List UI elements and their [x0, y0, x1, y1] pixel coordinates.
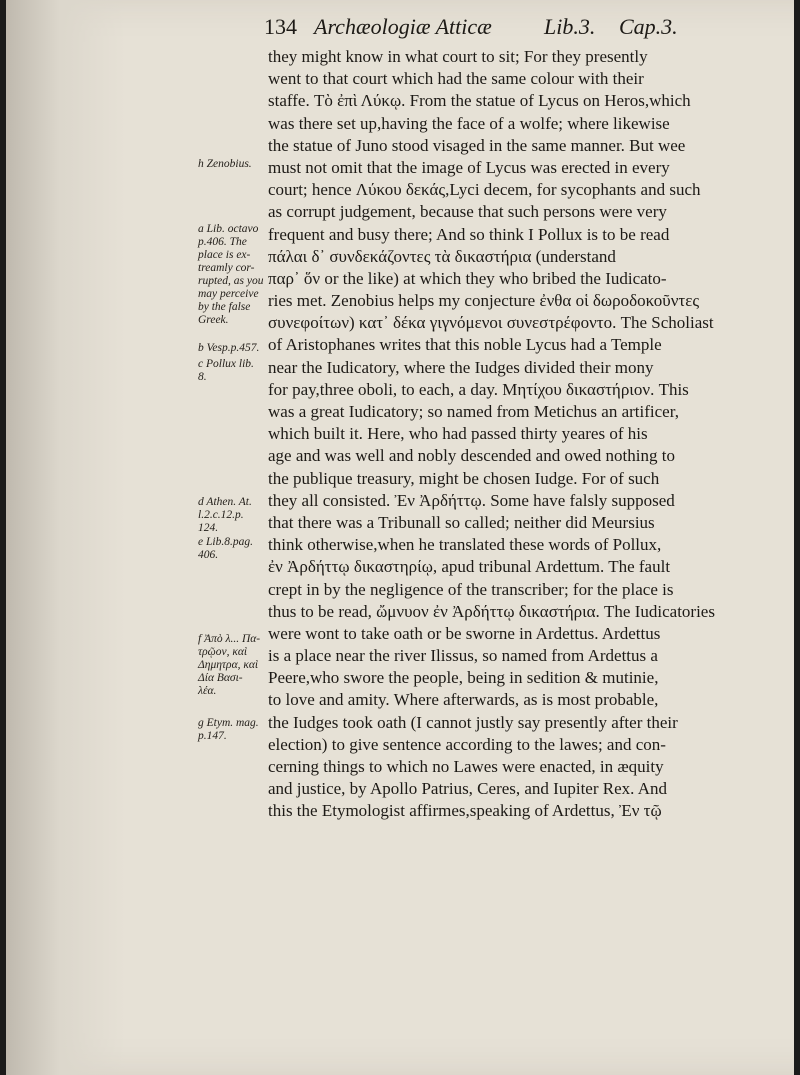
running-header: [264, 6, 724, 38]
text-line: they all consisted. Ἐν Ἀρδήττῳ. Some have falsly supposed: [268, 490, 675, 510]
text-line: frequent and busy there; And so think I Pollux is to be read: [268, 224, 670, 244]
text-line: the publique treasury, might be chosen Iudge. For of such: [268, 468, 660, 488]
text-line: that there was a Tribunall so called; neither did Meursius: [268, 512, 655, 532]
text-line: παρ᾽ ὅν or the like) at which they who bribed the Iudicato-: [268, 268, 667, 288]
text-line: was a great Iudicatory; so named from Metichus an artificer,: [268, 402, 679, 421]
margin-note-line: l.2.c.12.p.: [198, 509, 244, 521]
text-line: crept in by the negligence of the transcriber; for the place is: [268, 579, 674, 599]
margin-note-line: g Etym. mag.: [198, 717, 259, 729]
margin-note: [198, 158, 272, 171]
chapter-number: Cap.3.: [619, 14, 678, 39]
text-line: near the Iudicatory, where the Iudges divided their mony: [268, 357, 654, 377]
main-text-block: [268, 46, 788, 823]
book-number: Lib.3.: [544, 14, 596, 39]
margin-note-line: c Pollux lib.: [198, 358, 254, 370]
text-line: think otherwise,when he translated these words of Pollux,: [268, 535, 662, 555]
margin-note-line: rupted, as you: [198, 275, 264, 287]
text-line: συνεφοίτων) κατ᾽ δέκα γιγνόμενοι συνεστρέφοντο. The Scholiast: [268, 313, 714, 333]
text-line: ἐν Ἀρδήττῳ δικαστηρίῳ, apud tribunal Ardettum. The fault: [268, 557, 671, 577]
margin-note-line: e Lib.8.pag.: [198, 536, 253, 548]
text-line: thus to be read, ὤμνυον ἐν Ἀρδήττῳ δικαστήρια. The Iudicatories: [268, 601, 715, 621]
page-number: 134: [264, 14, 297, 39]
margin-note-line: p.147.: [198, 730, 227, 742]
margin-note-line: place is ex-: [198, 249, 251, 261]
text-line: ries met. Zenobius helps my conjecture ἐνθα οἱ δωροδοκοῦντες: [268, 291, 700, 311]
margin-note: [198, 496, 272, 535]
text-line: this the Etymologist affirmes,speaking of Ardettus, Ἐν τῷ: [268, 801, 662, 821]
margin-note-line: λέα.: [198, 685, 217, 697]
text-line: of Aristophanes writes that this noble Lycus had a Temple: [268, 335, 662, 355]
text-line: they might know in what court to sit; For they presently: [268, 47, 648, 66]
text-line: πάλαι δ᾽ συνδεκάζοντες τὰ δικαστήρια (understand: [268, 246, 616, 266]
margin-note-line: τρῷον, καὶ: [198, 646, 248, 658]
margin-note-line: b Vesp.p.457.: [198, 342, 260, 354]
text-line: age and was well and nobly descended and owed nothing to: [268, 446, 675, 466]
text-line: as corrupt judgement, because that such persons were very: [268, 202, 667, 222]
text-line: the Iudges took oath (I cannot justly say presently after their: [268, 712, 678, 732]
margin-note-line: f Ἀπὸ λ... Πα-: [198, 633, 261, 645]
text-line: for pay,three oboli, to each, a day. Μητίχου δικαστήριον. This: [268, 379, 689, 399]
margin-note-line: may perceive: [198, 288, 259, 300]
margin-note-line: a Lib. octavo: [198, 223, 259, 235]
book-page: [6, 0, 794, 1075]
margin-note: [198, 342, 272, 355]
text-line: court; hence Λύκου δεκάς,Lyci decem, for sycophants and such: [268, 180, 701, 200]
text-line: Peere,who swore the people, being in sedition & mutinie,: [268, 668, 659, 688]
margin-note-line: 8.: [198, 371, 207, 383]
page-gutter-shadow: [6, 0, 126, 1075]
margin-note-line: treamly cor-: [198, 262, 255, 274]
text-line: is a place near the river Ilissus, so named from Ardettus a: [268, 646, 658, 666]
text-line: was there set up,having the face of a wolfe; where likewise: [268, 113, 670, 133]
text-line: the statue of Juno stood visaged in the same manner. But wee: [268, 135, 686, 155]
text-line: cerning things to which no Lawes were enacted, in æquity: [268, 757, 664, 776]
margin-note-line: Greek.: [198, 314, 229, 326]
text-line: to love and amity. Where afterwards, as is most probable,: [268, 690, 659, 710]
text-line: must not omit that the image of Lycus was erected in every: [268, 157, 670, 177]
text-line: which built it. Here, who had passed thirty yeares of his: [268, 424, 648, 444]
margin-note-line: 406.: [198, 549, 219, 561]
margin-note: [198, 223, 272, 327]
text-line: and justice, by Apollo Patrius, Ceres, and Iupiter Rex. And: [268, 779, 667, 799]
margin-note-line: by the false: [198, 301, 251, 313]
running-title: Archæologiæ Atticæ: [314, 14, 492, 39]
margin-note-line: p.406. The: [198, 236, 247, 248]
margin-note: [198, 536, 272, 562]
margin-note: [198, 717, 272, 743]
margin-note-line: 124.: [198, 522, 219, 534]
margin-note-line: d Athen. At.: [198, 496, 252, 508]
margin-note: [198, 633, 272, 698]
text-line: election) to give sentence according to the lawes; and con-: [268, 734, 666, 754]
margin-note: [198, 358, 272, 384]
margin-note-line: Δία Βασι-: [198, 672, 243, 684]
margin-note-line: Δημητρα, καὶ: [198, 659, 259, 671]
text-line: were wont to take oath or be sworne in Ardettus. Ardettus: [268, 623, 661, 643]
text-line: staffe. Τὸ ἐπὶ Λύκῳ. From the statue of Lycus on Heros,which: [268, 91, 691, 111]
text-line: went to that court which had the same colour with their: [268, 69, 644, 89]
margin-note-line: h Zenobius.: [198, 158, 252, 170]
